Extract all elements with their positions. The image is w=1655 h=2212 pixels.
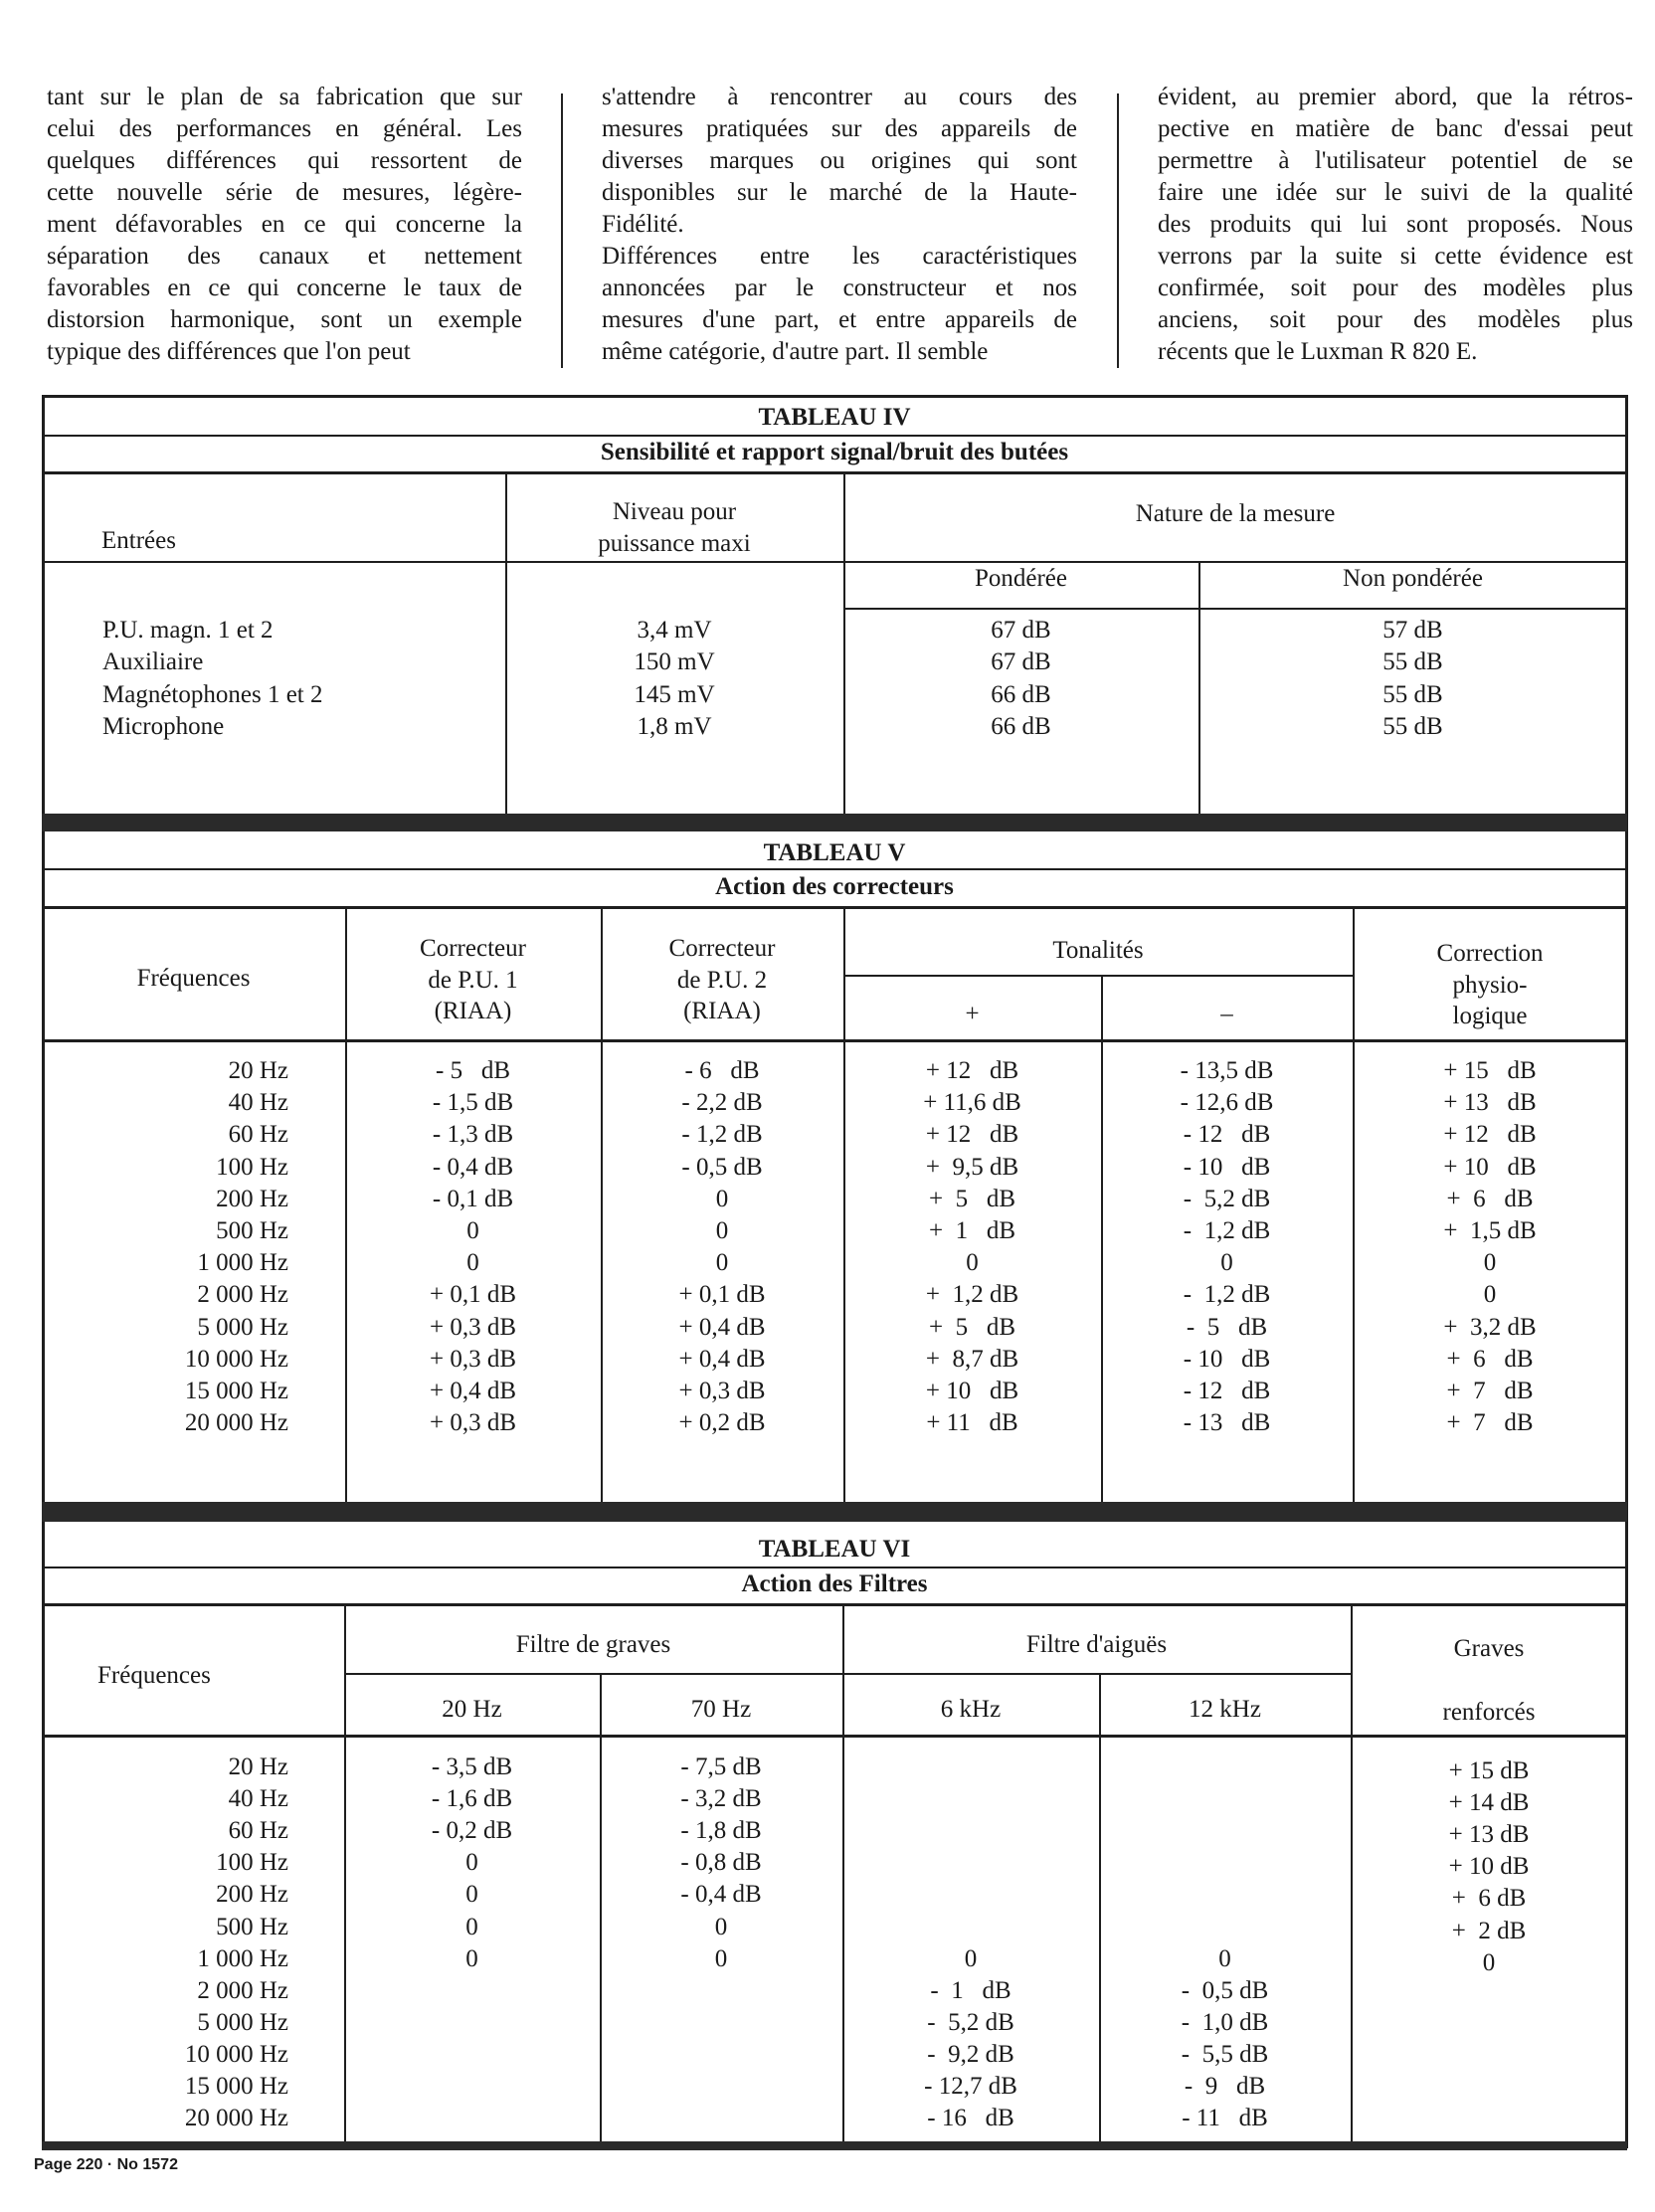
- cell-graves-20hz: - 1,6 dB: [431, 1785, 513, 1813]
- cell-frequency: 20 Hz: [228, 1753, 288, 1780]
- cell-frequency: 100 Hz: [216, 1849, 288, 1877]
- cell-tone-minus: - 12 dB: [1183, 1378, 1271, 1404]
- cell-aigues-12khz: [1099, 1879, 1351, 1911]
- cell-non-ponderee: 57 dB: [1382, 617, 1443, 644]
- cell-pu2: 0: [715, 1185, 729, 1212]
- table-bottom-bar: [42, 2141, 1627, 2150]
- header-pu2: (RIAA): [683, 998, 761, 1024]
- header-graves-renforces: Graves: [1453, 1635, 1525, 1662]
- cell-graves-renforces: [1351, 2011, 1627, 2043]
- cell-graves-70hz: - 0,4 dB: [680, 1881, 762, 1909]
- text-line: séparation des canaux et nettement: [47, 243, 522, 270]
- cell-graves-renforces: + 2 dB: [1451, 1917, 1527, 1944]
- cell-tone-plus: + 9,5 dB: [925, 1153, 1019, 1181]
- cell-frequency: 1 000 Hz: [197, 1944, 288, 1972]
- cell-aigues-12khz: - 5,5 dB: [1181, 2040, 1269, 2068]
- cell-frequency: 1 000 Hz: [197, 1249, 288, 1277]
- cell-ponderee: 67 dB: [991, 617, 1051, 644]
- cell-physio: + 15 dB: [1443, 1057, 1537, 1084]
- table-rule: [42, 868, 1627, 870]
- table-subtitle: Action des Filtres: [741, 1570, 928, 1597]
- cell-pu2: - 1,2 dB: [681, 1121, 763, 1149]
- cell-graves-20hz: [344, 2103, 600, 2134]
- cell-pu2: + 0,4 dB: [678, 1345, 766, 1373]
- cell-physio: + 6 dB: [1446, 1345, 1534, 1373]
- cell-graves-renforces: + 6 dB: [1451, 1885, 1527, 1913]
- table-rule: [42, 1603, 1627, 1606]
- cell-tone-plus: + 5 dB: [928, 1185, 1016, 1212]
- cell-pu2: - 0,5 dB: [681, 1153, 763, 1181]
- cell-physio: + 7 dB: [1446, 1409, 1534, 1437]
- cell-physio: + 3,2 dB: [1443, 1313, 1537, 1341]
- cell-entree: Microphone: [102, 712, 225, 740]
- cell-graves-20hz: 0: [465, 1944, 478, 1972]
- text-line: s'attendre à rencontrer au cours des: [602, 84, 1077, 110]
- cell-frequency: 200 Hz: [216, 1185, 288, 1212]
- cell-pu2: + 0,4 dB: [678, 1313, 766, 1341]
- cell-ponderee: 66 dB: [991, 680, 1051, 708]
- header-frequences: Fréquences: [97, 1662, 211, 1689]
- cell-frequency: 15 000 Hz: [184, 1378, 288, 1404]
- table-rule: [843, 608, 1627, 610]
- cell-graves-renforces: 0: [1482, 1948, 1496, 1976]
- text-column: [47, 82, 522, 368]
- cell-graves-renforces: + 15 dB: [1448, 1757, 1530, 1784]
- header-12khz: 12 kHz: [1189, 1696, 1261, 1723]
- cell-niveau: 150 mV: [634, 648, 715, 676]
- text-line: anciens, soit pour des modèles plus: [1158, 306, 1633, 333]
- text-column: [1158, 82, 1633, 368]
- cell-aigues-12khz: [1099, 1912, 1351, 1943]
- text-line: évident, au premier abord, que la rétros-: [1158, 84, 1633, 110]
- text-line: Différences entre les caractéristiques: [602, 243, 1077, 270]
- cell-frequency: 40 Hz: [228, 1089, 288, 1117]
- table-subtitle: Sensibilité et rapport signal/bruit des butées: [600, 439, 1069, 465]
- cell-niveau: 1,8 mV: [637, 712, 712, 740]
- cell-entree: P.U. magn. 1 et 2: [102, 617, 274, 644]
- cell-ponderee: 66 dB: [991, 712, 1051, 740]
- cell-tone-plus: + 11 dB: [926, 1409, 1018, 1437]
- cell-ponderee: 67 dB: [991, 648, 1051, 676]
- cell-aigues-6khz: [842, 1783, 1099, 1815]
- cell-tone-plus: + 12 dB: [925, 1121, 1019, 1149]
- text-line: celui des performances en général. Les: [47, 115, 522, 142]
- cell-frequency: 20 000 Hz: [184, 1409, 288, 1437]
- cell-graves-renforces: [1351, 1979, 1627, 2011]
- cell-graves-20hz: [344, 2039, 600, 2071]
- cell-aigues-12khz: - 11 dB: [1182, 2105, 1268, 2132]
- text-line: favorables en ce qui concerne le taux de: [47, 275, 522, 301]
- cell-graves-70hz: [600, 2039, 842, 2071]
- cell-graves-70hz: 0: [714, 1944, 728, 1972]
- text-line: verrons par la suite si cette évidence est: [1158, 243, 1633, 270]
- header-pu1: de P.U. 1: [428, 967, 518, 994]
- cell-frequency: 2 000 Hz: [197, 1976, 288, 2004]
- cell-tone-minus: - 5 dB: [1186, 1313, 1268, 1341]
- header-nature: Nature de la mesure: [1135, 500, 1336, 527]
- text-column: [602, 82, 1077, 368]
- cell-frequency: 60 Hz: [228, 1817, 288, 1845]
- text-line: tant sur le plan de sa fabrication que sur: [47, 84, 522, 110]
- cell-pu1: - 0,1 dB: [432, 1185, 514, 1212]
- text-line: ment défavorables en ce qui concerne la: [47, 211, 522, 238]
- header-frequences: Fréquences: [136, 965, 251, 992]
- cell-aigues-12khz: 0: [1218, 1944, 1231, 1972]
- cell-pu2: 0: [715, 1217, 729, 1244]
- column-divider: [1117, 93, 1119, 368]
- cell-niveau: 3,4 mV: [637, 617, 712, 644]
- cell-graves-70hz: [600, 1975, 842, 2007]
- text-line: cette nouvelle série de mesures, légère-: [47, 179, 522, 206]
- cell-graves-renforces: [1351, 2043, 1627, 2075]
- text-line: diverses marques ou origines qui sont: [602, 147, 1077, 174]
- cell-aigues-6khz: [842, 1751, 1099, 1783]
- cell-graves-20hz: [344, 2007, 600, 2039]
- text-line: confirmée, soit pour des modèles plus: [1158, 275, 1633, 301]
- cell-frequency: 15 000 Hz: [184, 2073, 288, 2100]
- header-tonalites: Tonalités: [1052, 937, 1144, 964]
- page-footer: Page 220 · No 1572: [34, 2156, 178, 2173]
- cell-aigues-6khz: [842, 1912, 1099, 1943]
- cell-aigues-12khz: - 0,5 dB: [1181, 1976, 1269, 2004]
- cell-aigues-12khz: - 9 dB: [1184, 2073, 1266, 2100]
- cell-aigues-6khz: - 12,7 dB: [924, 2073, 1017, 2100]
- cell-graves-70hz: - 0,8 dB: [680, 1849, 762, 1877]
- cell-graves-70hz: - 7,5 dB: [680, 1753, 762, 1780]
- cell-frequency: 500 Hz: [216, 1217, 288, 1244]
- cell-graves-70hz: 0: [714, 1913, 728, 1940]
- cell-aigues-6khz: - 9,2 dB: [927, 2040, 1014, 2068]
- cell-graves-renforces: + 14 dB: [1448, 1789, 1530, 1817]
- table-separator-bar: [42, 1502, 1627, 1522]
- cell-aigues-6khz: [842, 1879, 1099, 1911]
- cell-graves-20hz: [344, 2071, 600, 2103]
- header-minus: –: [1220, 1001, 1233, 1027]
- cell-frequency: 20 000 Hz: [184, 2105, 288, 2132]
- header-pu2: Correcteur: [668, 935, 776, 962]
- text-line: récents que le Luxman R 820 E.: [1158, 338, 1478, 365]
- cell-frequency: 60 Hz: [228, 1121, 288, 1149]
- cell-pu1: - 5 dB: [436, 1057, 510, 1084]
- cell-pu1: 0: [466, 1217, 479, 1244]
- cell-tone-plus: + 5 dB: [928, 1313, 1016, 1341]
- cell-pu2: + 0,1 dB: [678, 1281, 766, 1309]
- cell-frequency: 200 Hz: [216, 1881, 288, 1909]
- cell-graves-20hz: 0: [465, 1881, 478, 1909]
- cell-pu1: + 0,3 dB: [429, 1313, 517, 1341]
- cell-graves-20hz: [344, 1975, 600, 2007]
- cell-tone-minus: - 12,6 dB: [1180, 1089, 1274, 1117]
- header-filtre-aigues: Filtre d'aiguës: [1025, 1631, 1168, 1658]
- cell-pu1: - 1,3 dB: [432, 1121, 514, 1149]
- cell-pu2: - 2,2 dB: [681, 1089, 763, 1117]
- header-pu1: Correcteur: [420, 935, 526, 962]
- cell-graves-70hz: - 3,2 dB: [680, 1785, 762, 1813]
- header-graves-renforces: renforcés: [1442, 1699, 1536, 1726]
- cell-frequency: 20 Hz: [228, 1057, 288, 1084]
- cell-pu2: 0: [715, 1249, 729, 1277]
- cell-frequency: 500 Hz: [216, 1913, 288, 1940]
- cell-tone-minus: - 13 dB: [1183, 1409, 1271, 1437]
- cell-physio: + 10 dB: [1443, 1153, 1537, 1181]
- cell-aigues-6khz: [842, 1815, 1099, 1847]
- cell-tone-plus: 0: [966, 1249, 979, 1277]
- header-non-ponderee: Non pondérée: [1343, 565, 1483, 592]
- cell-frequency: 10 000 Hz: [184, 2040, 288, 2068]
- cell-tone-plus: + 1,2 dB: [925, 1281, 1019, 1309]
- table-title: TABLEAU IV: [758, 404, 911, 431]
- header-physio: Correction: [1436, 940, 1544, 967]
- cell-physio: + 12 dB: [1443, 1121, 1537, 1149]
- cell-non-ponderee: 55 dB: [1382, 680, 1443, 708]
- header-filtre-graves: Filtre de graves: [515, 1631, 671, 1658]
- header-pu1: (RIAA): [434, 998, 512, 1024]
- cell-aigues-12khz: [1099, 1815, 1351, 1847]
- text-line: permettre à l'utilisateur potentiel de se: [1158, 147, 1633, 174]
- cell-pu2: - 6 dB: [684, 1057, 760, 1084]
- header-plus: +: [965, 1001, 980, 1027]
- table-rule: [42, 1735, 1627, 1738]
- cell-entree: Auxiliaire: [102, 648, 204, 676]
- cell-physio: 0: [1483, 1249, 1497, 1277]
- cell-graves-20hz: 0: [465, 1849, 478, 1877]
- text-line: des produits qui lui sont proposés. Nous: [1158, 211, 1633, 238]
- cell-physio: + 6 dB: [1446, 1185, 1534, 1212]
- cell-frequency: 2 000 Hz: [197, 1281, 288, 1309]
- cell-pu1: - 0,4 dB: [432, 1153, 514, 1181]
- header-ponderee: Pondérée: [974, 565, 1068, 592]
- cell-tone-plus: + 12 dB: [925, 1057, 1019, 1084]
- header-physio: physio-: [1452, 972, 1528, 999]
- cell-graves-70hz: [600, 2071, 842, 2103]
- cell-tone-minus: - 13,5 dB: [1180, 1057, 1274, 1084]
- header-70hz: 70 Hz: [690, 1696, 752, 1723]
- table-rule: [42, 906, 1627, 909]
- text-line: Fidélité.: [602, 211, 684, 238]
- cell-non-ponderee: 55 dB: [1382, 648, 1443, 676]
- table-title: TABLEAU V: [763, 839, 906, 866]
- table-rule: [344, 1673, 1351, 1675]
- text-line: annoncées par le constructeur et nos: [602, 275, 1077, 301]
- cell-aigues-6khz: 0: [964, 1944, 978, 1972]
- cell-graves-70hz: - 1,8 dB: [680, 1817, 762, 1845]
- table-rule: [42, 395, 1627, 398]
- cell-niveau: 145 mV: [634, 680, 715, 708]
- text-line: quelques différences qui ressortent de: [47, 147, 522, 174]
- cell-graves-20hz: - 3,5 dB: [431, 1753, 513, 1780]
- cell-pu1: 0: [466, 1249, 479, 1277]
- cell-frequency: 100 Hz: [216, 1153, 288, 1181]
- cell-tone-minus: - 1,2 dB: [1183, 1217, 1271, 1244]
- cell-frequency: 40 Hz: [228, 1785, 288, 1813]
- column-divider: [561, 93, 563, 368]
- table-rule: [42, 1039, 1627, 1042]
- cell-tone-plus: + 10 dB: [925, 1378, 1019, 1404]
- cell-tone-plus: + 1 dB: [928, 1217, 1016, 1244]
- cell-aigues-6khz: - 1 dB: [930, 1976, 1011, 2004]
- cell-tone-minus: - 12 dB: [1183, 1121, 1271, 1149]
- cell-graves-70hz: [600, 2007, 842, 2039]
- table-rule: [843, 975, 1353, 977]
- cell-frequency: 10 000 Hz: [184, 1345, 288, 1373]
- cell-aigues-6khz: [842, 1847, 1099, 1879]
- cell-pu1: + 0,3 dB: [429, 1345, 517, 1373]
- text-line: typique des différences que l'on peut: [47, 338, 411, 365]
- table-subtitle: Action des correcteurs: [715, 873, 954, 900]
- cell-graves-renforces: + 10 dB: [1448, 1853, 1530, 1881]
- cell-tone-plus: + 11,6 dB: [923, 1089, 1021, 1117]
- cell-graves-renforces: + 13 dB: [1448, 1821, 1530, 1849]
- cell-frequency: 5 000 Hz: [197, 1313, 288, 1341]
- cell-pu1: + 0,3 dB: [429, 1409, 517, 1437]
- cell-aigues-12khz: [1099, 1783, 1351, 1815]
- header-6khz: 6 kHz: [940, 1696, 1002, 1723]
- header-20hz: 20 Hz: [442, 1696, 502, 1723]
- cell-aigues-12khz: [1099, 1751, 1351, 1783]
- table-rule: [42, 471, 1627, 474]
- cell-non-ponderee: 55 dB: [1382, 712, 1443, 740]
- cell-entree: Magnétophones 1 et 2: [102, 680, 323, 708]
- cell-physio: 0: [1483, 1281, 1497, 1309]
- header-physio: logique: [1452, 1003, 1528, 1029]
- cell-graves-renforces: [1351, 2075, 1627, 2107]
- table-separator-bar: [42, 814, 1627, 831]
- cell-tone-minus: 0: [1220, 1249, 1233, 1277]
- cell-tone-minus: - 1,2 dB: [1183, 1281, 1271, 1309]
- cell-pu1: + 0,1 dB: [429, 1281, 517, 1309]
- cell-graves-20hz: 0: [465, 1913, 478, 1940]
- cell-aigues-12khz: - 1,0 dB: [1181, 2008, 1269, 2036]
- cell-aigues-6khz: - 16 dB: [927, 2105, 1014, 2132]
- cell-physio: + 13 dB: [1443, 1089, 1537, 1117]
- text-line: mesures d'une part, et entre appareils de: [602, 306, 1077, 333]
- header-pu2: de P.U. 2: [676, 967, 768, 994]
- header-niveau: Niveau pour: [612, 498, 737, 525]
- text-line: faire une idée sur le suivi de la qualité: [1158, 179, 1633, 206]
- cell-graves-20hz: - 0,2 dB: [431, 1817, 513, 1845]
- cell-tone-minus: - 10 dB: [1183, 1345, 1271, 1373]
- text-line: mesures pratiquées sur des appareils de: [602, 115, 1077, 142]
- table-title: TABLEAU VI: [758, 1536, 911, 1563]
- text-line: pective en matière de banc d'essai peut: [1158, 115, 1633, 142]
- text-line: disponibles sur le marché de la Haute-: [602, 179, 1077, 206]
- cell-tone-minus: - 10 dB: [1183, 1153, 1271, 1181]
- cell-aigues-6khz: - 5,2 dB: [927, 2008, 1014, 2036]
- cell-graves-renforces: [1351, 2107, 1627, 2138]
- header-niveau: puissance maxi: [598, 530, 751, 557]
- cell-pu1: + 0,4 dB: [429, 1378, 517, 1404]
- cell-physio: + 1,5 dB: [1443, 1217, 1537, 1244]
- cell-tone-minus: - 5,2 dB: [1183, 1185, 1271, 1212]
- cell-frequency: 5 000 Hz: [197, 2008, 288, 2036]
- cell-graves-70hz: [600, 2103, 842, 2134]
- cell-tone-plus: + 8,7 dB: [925, 1345, 1019, 1373]
- cell-physio: + 7 dB: [1446, 1378, 1534, 1404]
- header-entrees: Entrées: [101, 527, 176, 554]
- cell-pu2: + 0,2 dB: [678, 1409, 766, 1437]
- cell-aigues-12khz: [1099, 1847, 1351, 1879]
- cell-pu2: + 0,3 dB: [678, 1378, 766, 1404]
- cell-pu1: - 1,5 dB: [432, 1089, 514, 1117]
- text-line: distorsion harmonique, sont un exemple: [47, 306, 522, 333]
- text-line: même catégorie, d'autre part. Il semble: [602, 338, 989, 365]
